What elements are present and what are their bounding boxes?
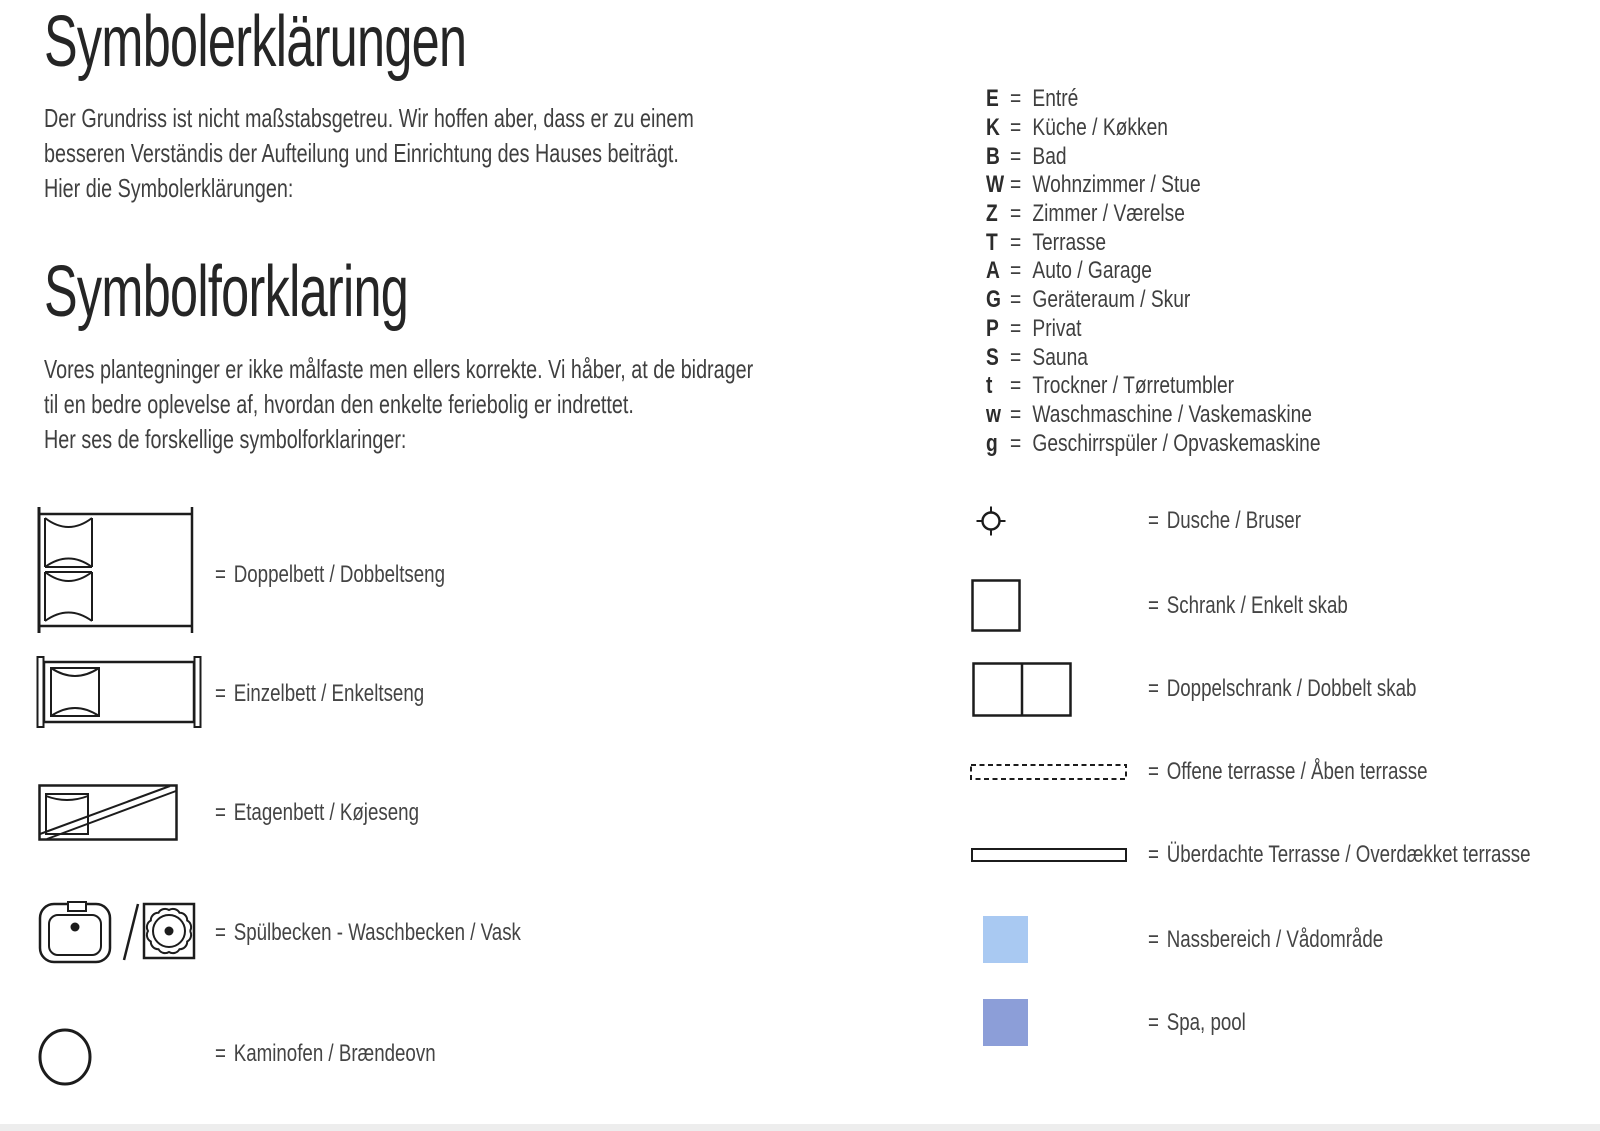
equals-sign: = <box>1010 114 1022 142</box>
spa-pool-swatch <box>983 999 1028 1046</box>
abbr-key: A <box>986 257 1000 285</box>
legend-label-covered-terrace: = Überdachte Terrasse / Overdækket terrasse <box>1148 841 1531 868</box>
abbr-value: Terrasse <box>1032 228 1107 256</box>
equals-sign: = <box>1148 1009 1159 1036</box>
open-terrace-icon <box>970 764 1127 780</box>
abbr-key: S <box>986 343 999 371</box>
equals-sign: = <box>215 1040 226 1067</box>
intro-line: Der Grundriss ist nicht maßstabsgetreu. Wir hoffen aber, dass er zu einem <box>44 103 694 133</box>
legend-label-single-wardrobe: = Schrank / Enkelt skab <box>1148 592 1348 619</box>
abbreviation-row <box>986 85 1321 114</box>
intro-text-danish <box>44 352 753 457</box>
abbreviation-row <box>986 114 1321 143</box>
equals-sign: = <box>1010 429 1022 457</box>
equals-sign: = <box>1148 758 1159 785</box>
abbreviation-row <box>986 286 1321 315</box>
page-title-danish: Symbolforklaring <box>44 252 409 332</box>
equals-sign: = <box>1148 507 1159 534</box>
equals-sign: = <box>1010 257 1022 285</box>
page-bottom-edge <box>0 1124 1600 1131</box>
legend-label-shower: = Dusche / Bruser <box>1148 507 1301 534</box>
equals-sign: = <box>1010 200 1022 228</box>
abbr-key: W <box>986 171 1005 199</box>
abbr-key: T <box>986 228 998 256</box>
abbr-value: Trockner / Tørretumbler <box>1032 372 1235 400</box>
abbreviation-row <box>986 228 1321 257</box>
abbr-value: Wohnzimmer / Stue <box>1032 171 1201 199</box>
equals-sign: = <box>1010 228 1022 256</box>
abbr-key: K <box>986 114 1000 142</box>
abbr-value: Sauna <box>1032 343 1088 371</box>
abbreviation-row <box>986 429 1321 458</box>
equals-sign: = <box>1148 675 1159 702</box>
equals-sign: = <box>215 919 226 946</box>
abbr-key: Z <box>986 200 998 228</box>
abbr-value: Waschmaschine / Vaskemaskine <box>1032 400 1312 428</box>
equals-sign: = <box>1010 171 1022 199</box>
abbr-value: Auto / Garage <box>1032 257 1152 285</box>
abbr-value: Entré <box>1032 85 1079 113</box>
abbr-key: G <box>986 286 1001 314</box>
abbreviation-row <box>986 401 1321 430</box>
abbreviation-row <box>986 372 1321 401</box>
wet-area-swatch <box>983 916 1028 963</box>
abbr-value: Privat <box>1032 314 1082 342</box>
legend-label-bunk-bed: = Etagenbett / Køjeseng <box>215 799 419 826</box>
abbreviation-row <box>986 343 1321 372</box>
legend-label-spa-pool: = Spa, pool <box>1148 1009 1246 1036</box>
legend-label-sink: = Spülbecken - Waschbecken / Vask <box>215 919 521 946</box>
equals-sign: = <box>1010 372 1022 400</box>
bunk-bed-icon <box>38 784 178 841</box>
legend-label-double-bed: = Doppelbett / Dobbeltseng <box>215 561 446 588</box>
equals-sign: = <box>1010 286 1022 314</box>
abbr-key: B <box>986 142 1000 170</box>
abbreviation-row <box>986 315 1321 344</box>
intro-text-german <box>44 101 694 206</box>
legend-label-wet-area: = Nassbereich / Vådområde <box>1148 926 1384 953</box>
equals-sign: = <box>215 680 226 707</box>
equals-sign: = <box>1148 841 1159 868</box>
page-title-german: Symbolerklärungen <box>44 2 467 82</box>
equals-sign: = <box>215 799 226 826</box>
equals-sign: = <box>1010 343 1022 371</box>
legend-label-wood-stove: = Kaminofen / Brændeovn <box>215 1040 436 1067</box>
abbr-key: E <box>986 85 999 113</box>
wood-stove-icon <box>37 1027 93 1087</box>
abbr-value: Bad <box>1032 142 1067 170</box>
single-wardrobe-icon <box>971 579 1021 632</box>
sink-washbasin-icon <box>38 896 196 964</box>
equals-sign: = <box>1148 592 1159 619</box>
legend-label-single-bed: = Einzelbett / Enkeltseng <box>215 680 425 707</box>
double-bed-icon <box>35 506 197 634</box>
intro-line: Hier die Symbolerklärungen: <box>44 173 294 203</box>
abbreviation-row <box>986 142 1321 171</box>
covered-terrace-icon <box>971 848 1127 862</box>
abbreviation-list <box>986 85 1404 458</box>
legend-label-open-terrace: = Offene terrasse / Åben terrasse <box>1148 758 1428 785</box>
equals-sign: = <box>1010 314 1022 342</box>
abbr-key: w <box>986 400 1001 428</box>
intro-line: Her ses de forskellige symbolforklaringer: <box>44 424 407 454</box>
equals-sign: = <box>1010 142 1022 170</box>
equals-sign: = <box>1148 926 1159 953</box>
intro-line: besseren Verständis der Aufteilung und Einrichtung des Hauses beiträgt. <box>44 138 679 168</box>
single-bed-icon <box>35 656 203 728</box>
abbr-value: Geräteraum / Skur <box>1032 286 1191 314</box>
abbr-key: P <box>986 314 999 342</box>
abbreviation-row <box>986 171 1321 200</box>
legend-label-double-wardrobe: = Doppelschrank / Dobbelt skab <box>1148 675 1417 702</box>
equals-sign: = <box>215 561 226 588</box>
equals-sign: = <box>1010 85 1022 113</box>
abbr-value: Küche / Køkken <box>1032 114 1168 142</box>
double-wardrobe-icon <box>972 662 1072 717</box>
intro-line: til en bedre oplevelse af, hvordan den enkelte feriebolig er indrettet. <box>44 389 634 419</box>
abbr-key: g <box>986 429 998 457</box>
abbreviation-row <box>986 257 1321 286</box>
intro-line: Vores plantegninger er ikke målfaste men ellers korrekte. Vi håber, at de bidrager <box>44 354 754 384</box>
abbr-value: Geschirrspüler / Opvaskemaskine <box>1032 429 1321 457</box>
shower-icon <box>973 503 1009 539</box>
abbr-key: t <box>986 372 993 400</box>
abbr-value: Zimmer / Værelse <box>1032 200 1185 228</box>
abbreviation-row <box>986 200 1321 229</box>
equals-sign: = <box>1010 400 1022 428</box>
